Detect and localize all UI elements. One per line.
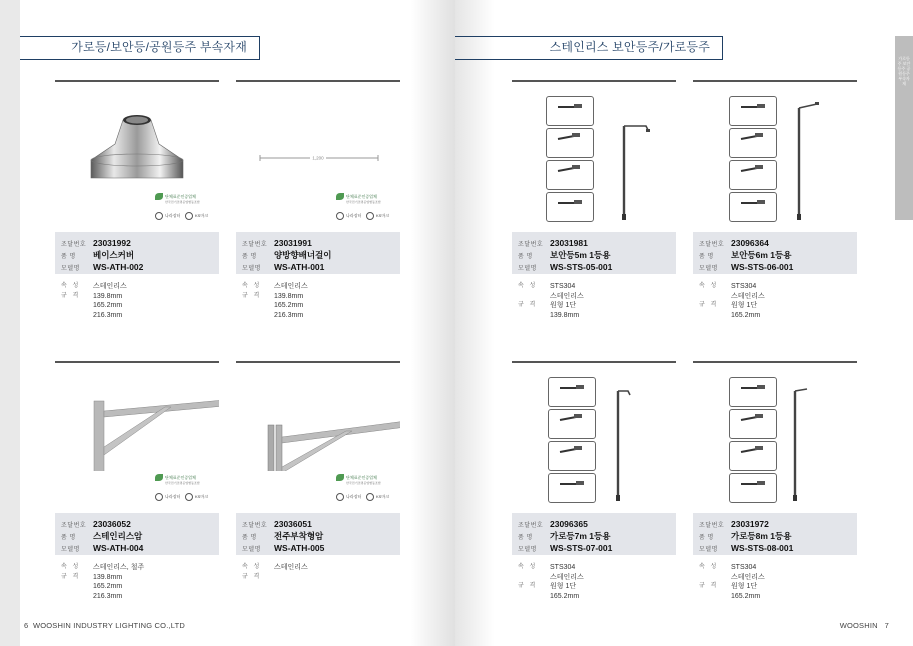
product-code: 23031981 <box>550 238 588 248</box>
product-material: 스테인리스 <box>550 573 584 581</box>
brand-name: WOOSHIN <box>839 621 878 630</box>
model-label: 모델명 <box>699 265 718 272</box>
product-spec <box>699 282 859 320</box>
product-model: WS-STS-06-001 <box>731 262 794 272</box>
section-title-right: 스테인리스 보안등주/가로등주 <box>455 36 723 60</box>
product-card[interactable] <box>236 80 400 330</box>
spec-value: 165.2mm <box>731 311 761 319</box>
product-material: 스테인리스 <box>731 573 765 581</box>
cert-logo-2-text: KS마크 <box>195 494 209 500</box>
product-material: 스테인리스 <box>274 564 308 571</box>
card-divider <box>512 80 676 82</box>
spec-value: 165.2mm <box>93 302 123 309</box>
name-label: 품 명 <box>699 534 714 541</box>
model-label: 모델명 <box>518 265 537 272</box>
product-material: 스테인리스 <box>550 292 584 300</box>
product-code: 23036052 <box>93 519 131 529</box>
product-info <box>693 513 857 555</box>
card-divider <box>693 80 857 82</box>
spec-label: 규 격 <box>242 573 262 580</box>
banner-holder-image <box>236 86 400 190</box>
product-code: 23031992 <box>93 238 131 248</box>
card-divider <box>236 361 400 363</box>
spec-label: 규 격 <box>518 583 538 589</box>
leaf-icon <box>155 193 163 200</box>
code-label: 조달번호 <box>242 522 268 529</box>
side-tab[interactable] <box>895 36 913 220</box>
product-code: 23096365 <box>550 519 588 529</box>
card-divider <box>55 361 219 363</box>
product-spec <box>518 563 678 601</box>
ks-mark-icon <box>366 212 374 220</box>
certification-badge <box>153 473 217 509</box>
cert-title: 단체표준인증업체 <box>346 475 377 480</box>
certification-badge <box>334 192 398 228</box>
product-info <box>236 513 400 555</box>
cert-logo-2-text: KS마크 <box>376 494 390 500</box>
cert-title: 단체표준인증업체 <box>165 475 196 480</box>
product-card[interactable] <box>512 361 676 611</box>
code-label: 조달번호 <box>61 522 87 529</box>
code-label: 조달번호 <box>699 522 725 529</box>
cert-subtitle: 한국전기조명공업협동조합 <box>165 200 200 204</box>
product-material: STS304 <box>550 564 576 571</box>
product-material: 스테인리스 <box>731 292 765 300</box>
leaf-icon <box>155 474 163 481</box>
spec-label: 규 격 <box>242 292 262 299</box>
ks-mark-icon <box>185 212 193 220</box>
side-tab-text: 가로등주 보안등주 공원등주 부속자재 <box>897 56 911 86</box>
code-label: 조달번호 <box>518 241 544 248</box>
product-spec <box>699 563 859 601</box>
name-label: 품 명 <box>61 253 76 260</box>
spec-value: 165.2mm <box>274 302 304 309</box>
name-label: 품 명 <box>518 534 533 541</box>
card-divider <box>512 361 676 363</box>
name-label: 품 명 <box>61 534 76 541</box>
ks-mark-icon <box>366 493 374 501</box>
cert-logo-2-text: KS마크 <box>376 213 390 219</box>
leaf-icon <box>336 193 344 200</box>
left-page <box>20 0 455 646</box>
product-name: 스테인리스암 <box>93 531 143 541</box>
product-model: WS-STS-07-001 <box>550 543 613 553</box>
material-label: 속 성 <box>61 283 81 289</box>
product-spec <box>61 282 221 320</box>
product-spec <box>242 282 402 320</box>
model-label: 모델명 <box>242 546 261 553</box>
street-light-pole-image <box>729 377 857 505</box>
cert-logo-1-text: 나라장터 <box>165 494 181 500</box>
product-info <box>693 232 857 274</box>
product-model: WS-ATH-005 <box>274 543 325 553</box>
product-spec <box>518 282 678 320</box>
spec-value: 원형 1단 <box>731 583 758 590</box>
product-spec <box>242 563 402 582</box>
cert-logo-2 <box>185 493 208 501</box>
procurement-logo-icon <box>336 493 344 501</box>
company-name: WOOSHIN INDUSTRY LIGHTING CO.,LTD <box>32 621 185 630</box>
spec-label: 규 격 <box>518 302 538 308</box>
code-label: 조달번호 <box>242 241 268 248</box>
code-label: 조달번호 <box>61 241 87 248</box>
model-label: 모델명 <box>518 546 537 553</box>
card-divider <box>236 80 400 82</box>
procurement-logo-icon <box>155 212 163 220</box>
spec-value: 139.8mm <box>93 292 123 300</box>
material-label: 속 성 <box>518 564 538 570</box>
spec-value: 원형 1단 <box>550 583 577 590</box>
model-label: 모델명 <box>699 546 718 553</box>
material-label: 속 성 <box>242 564 262 570</box>
cert-logo-1-text: 나라장터 <box>346 213 362 219</box>
product-card[interactable] <box>693 361 857 611</box>
spec-value: 원형 1단 <box>731 302 758 309</box>
product-code: 23031972 <box>731 519 769 529</box>
certification-badge <box>334 473 398 509</box>
product-material: 스테인리스 <box>93 283 127 290</box>
cert-title: 단체표준인증업체 <box>346 194 377 199</box>
model-label: 모델명 <box>61 265 80 272</box>
ks-mark-icon <box>185 493 193 501</box>
product-card[interactable] <box>236 361 400 611</box>
model-label: 모델명 <box>242 265 261 272</box>
spec-value: 165.2mm <box>550 592 580 600</box>
product-code: 23096364 <box>731 238 769 248</box>
product-name: 가로등8m 1등용 <box>731 531 792 541</box>
spec-value: 139.8mm <box>274 292 304 300</box>
name-label: 품 명 <box>242 534 257 541</box>
street-light-pole-image <box>548 377 676 505</box>
spec-value: 원형 1단 <box>550 302 577 309</box>
cert-subtitle: 한국전기조명공업협동조합 <box>165 481 200 485</box>
product-material: STS304 <box>731 283 757 290</box>
cert-title: 단체표준인증업체 <box>165 194 196 199</box>
page-number: 7 <box>884 621 889 630</box>
material-label: 속 성 <box>699 283 719 289</box>
cert-logo-1 <box>155 212 180 220</box>
name-label: 품 명 <box>242 253 257 260</box>
code-label: 조달번호 <box>518 522 544 529</box>
footer-right <box>840 621 889 630</box>
product-info <box>55 513 219 555</box>
spec-label: 규 격 <box>699 302 719 308</box>
procurement-logo-icon <box>155 493 163 501</box>
product-spec <box>61 563 221 601</box>
product-card[interactable] <box>512 80 676 330</box>
name-label: 품 명 <box>699 253 714 260</box>
product-material: STS304 <box>550 283 576 290</box>
section-title-left: 가로등/보안등/공원등주 부속자재 <box>20 36 260 60</box>
product-card[interactable] <box>693 80 857 330</box>
spec-value: 165.2mm <box>93 583 123 590</box>
cert-logo-1-text: 나라장터 <box>165 213 181 219</box>
stainless-arm-image <box>55 367 219 471</box>
card-divider <box>55 80 219 82</box>
product-model: WS-STS-08-001 <box>731 543 794 553</box>
spine-shadow-right <box>455 0 495 646</box>
spec-value: 216.3mm <box>274 311 304 319</box>
product-material: 스테인리스 <box>274 283 308 290</box>
material-label: 속 성 <box>699 564 719 570</box>
material-label: 속 성 <box>242 283 262 289</box>
footer-left <box>24 621 185 630</box>
product-name: 양방향배너걸이 <box>274 250 332 260</box>
product-model: WS-ATH-001 <box>274 262 325 272</box>
model-label: 모델명 <box>61 546 80 553</box>
product-card[interactable] <box>55 361 219 611</box>
name-label: 품 명 <box>518 253 533 260</box>
spec-value: 139.8mm <box>93 573 123 581</box>
procurement-logo-icon <box>336 212 344 220</box>
product-model: WS-ATH-004 <box>93 543 144 553</box>
page-number: 6 <box>24 621 29 630</box>
product-material: STS304 <box>731 564 757 571</box>
cert-logo-2 <box>366 212 389 220</box>
product-info <box>55 232 219 274</box>
security-light-pole-image <box>729 96 857 224</box>
spec-value: 139.8mm <box>550 311 580 319</box>
product-info <box>236 232 400 274</box>
spec-value: 216.3mm <box>93 592 123 600</box>
product-info <box>512 232 676 274</box>
material-label: 속 성 <box>518 283 538 289</box>
leaf-icon <box>336 474 344 481</box>
certification-badge <box>153 192 217 228</box>
cert-logo-1 <box>155 493 180 501</box>
cert-logo-2-text: KS마크 <box>195 213 209 219</box>
cert-subtitle: 한국전기조명공업협동조합 <box>346 481 381 485</box>
base-cover-image <box>55 86 219 190</box>
product-code: 23036051 <box>274 519 312 529</box>
spec-label: 규 격 <box>699 583 719 589</box>
product-name: 가로등7m 1등용 <box>550 531 611 541</box>
spine-shadow-left <box>410 0 455 646</box>
cert-logo-2 <box>366 493 389 501</box>
dimension-label: 1,200 <box>312 155 324 161</box>
code-label: 조달번호 <box>699 241 725 248</box>
spec-value: 165.2mm <box>731 592 761 600</box>
spec-label: 규 격 <box>61 292 81 299</box>
product-material: 스테인리스, 철주 <box>93 564 145 571</box>
cert-logo-1 <box>336 493 361 501</box>
spec-value: 216.3mm <box>93 311 123 319</box>
product-model: WS-ATH-002 <box>93 262 144 272</box>
pole-mount-arm-image <box>236 367 400 471</box>
cert-logo-2 <box>185 212 208 220</box>
card-divider <box>693 361 857 363</box>
product-card[interactable] <box>55 80 219 330</box>
product-code: 23031991 <box>274 238 312 248</box>
spec-label: 규 격 <box>61 573 81 580</box>
product-name: 베이스커버 <box>93 250 135 260</box>
security-light-pole-image <box>546 96 676 224</box>
material-label: 속 성 <box>61 564 81 570</box>
cert-subtitle: 한국전기조명공업협동조합 <box>346 200 381 204</box>
product-name: 전주부착형암 <box>274 531 324 541</box>
product-name: 보안등6m 1등용 <box>731 250 792 260</box>
cert-logo-1 <box>336 212 361 220</box>
product-name: 보안등5m 1등용 <box>550 250 611 260</box>
cert-logo-1-text: 나라장터 <box>346 494 362 500</box>
right-page <box>455 0 913 646</box>
product-model: WS-STS-05-001 <box>550 262 613 272</box>
product-info <box>512 513 676 555</box>
